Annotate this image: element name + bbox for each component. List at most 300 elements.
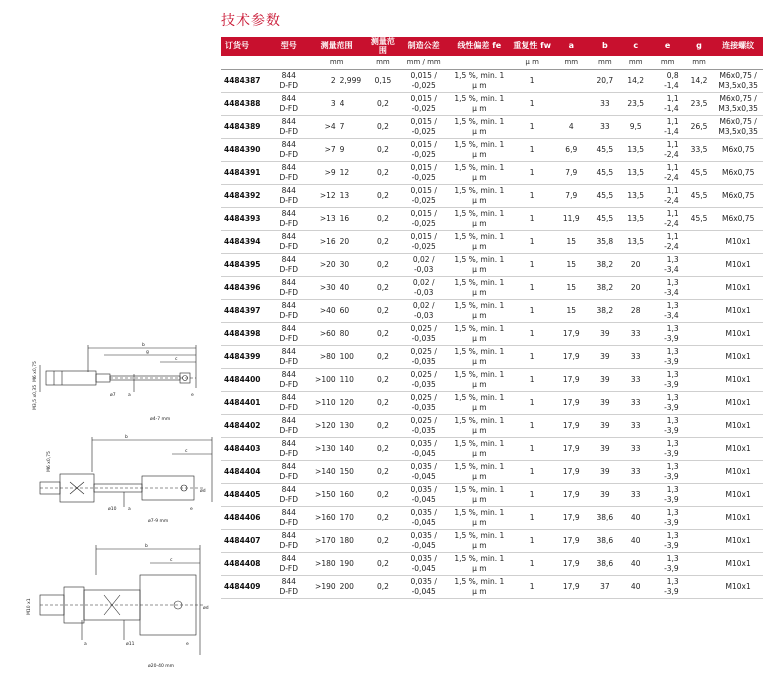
cell-model: 844 D-FD	[271, 162, 307, 185]
cell-linearity: 1,5 %, min. 1 µ m	[448, 530, 511, 553]
table-header-row	[221, 37, 763, 56]
cell-linearity: 1,5 %, min. 1 µ m	[448, 185, 511, 208]
range-high: 100	[339, 351, 354, 361]
cell-range	[307, 438, 366, 461]
range-high: 12	[339, 167, 350, 177]
unit-b: mm	[589, 56, 621, 70]
drawing-gauge-large	[0, 535, 220, 675]
range-low: >12	[319, 190, 336, 200]
cell-order: 4484409	[221, 576, 271, 599]
cell-b: 38,6	[589, 530, 621, 553]
cell-g: 45,5	[685, 185, 714, 208]
cell-linearity: 1,5 %, min. 1 µ m	[448, 300, 511, 323]
cell-b: 39	[589, 461, 621, 484]
cell-range	[307, 300, 366, 323]
cell-c: 40	[621, 553, 651, 576]
cell-repeatability: 1	[511, 162, 554, 185]
cell-a: 17,9	[554, 346, 589, 369]
cell-linearity: 1,5 %, min. 1 µ m	[448, 277, 511, 300]
cell-c: 14,2	[621, 70, 651, 93]
cell-order: 4484390	[221, 139, 271, 162]
cell-e: 1,1 -1,4	[651, 116, 685, 139]
cell-thread: M10x1	[713, 231, 763, 254]
cell-range2: 0,2	[366, 530, 399, 553]
drawing3-dim-e: e	[186, 642, 189, 647]
cell-e: 1,3 -3,9	[651, 392, 685, 415]
cell-tolerance: 0,025 / -0,035	[399, 369, 447, 392]
cell-model: 844 D-FD	[271, 116, 307, 139]
cell-repeatability: 1	[511, 415, 554, 438]
unit-model	[271, 56, 307, 70]
range-low: >180	[315, 558, 336, 568]
cell-g	[685, 277, 714, 300]
cell-repeatability: 1	[511, 576, 554, 599]
cell-order: 4484400	[221, 369, 271, 392]
cell-tolerance: 0,015 / -0,025	[399, 70, 447, 93]
unit-c: mm	[621, 56, 651, 70]
cell-linearity: 1,5 %, min. 1 µ m	[448, 162, 511, 185]
cell-b: 38,6	[589, 553, 621, 576]
range-high: 140	[339, 443, 354, 453]
cell-b: 39	[589, 392, 621, 415]
cell-repeatability: 1	[511, 323, 554, 346]
table-row	[221, 231, 763, 254]
cell-tolerance: 0,02 / -0,03	[399, 300, 447, 323]
table-row	[221, 415, 763, 438]
table-row	[221, 208, 763, 231]
cell-a: 7,9	[554, 162, 589, 185]
range-high: 130	[339, 420, 354, 430]
cell-c: 13,5	[621, 185, 651, 208]
col-header-model: 型号	[271, 37, 307, 56]
cell-range2: 0,2	[366, 231, 399, 254]
cell-model: 844 D-FD	[271, 300, 307, 323]
cell-e: 1,1 -2,4	[651, 231, 685, 254]
cell-c: 9,5	[621, 116, 651, 139]
cell-a: 17,9	[554, 323, 589, 346]
drawing1-thread: M6 x0,75	[33, 361, 38, 382]
cell-a: 4	[554, 116, 589, 139]
cell-e: 1,3 -3,9	[651, 484, 685, 507]
cell-range2: 0,2	[366, 484, 399, 507]
range-low: >130	[315, 443, 336, 453]
cell-c: 33	[621, 323, 651, 346]
range-high: 80	[339, 328, 350, 338]
cell-model: 844 D-FD	[271, 484, 307, 507]
cell-range	[307, 231, 366, 254]
cell-thread: M10x1	[713, 369, 763, 392]
cell-c: 33	[621, 484, 651, 507]
cell-e: 1,3 -3,4	[651, 254, 685, 277]
cell-g	[685, 415, 714, 438]
cell-g	[685, 507, 714, 530]
range-low: >40	[319, 305, 336, 315]
cell-model: 844 D-FD	[271, 185, 307, 208]
unit-linearity	[448, 56, 511, 70]
cell-a: 17,9	[554, 553, 589, 576]
cell-c: 13,5	[621, 231, 651, 254]
range-high: 180	[339, 535, 354, 545]
cell-model: 844 D-FD	[271, 576, 307, 599]
drawing3-dim-d: ød	[203, 606, 209, 611]
cell-model: 844 D-FD	[271, 553, 307, 576]
cell-linearity: 1,5 %, min. 1 µ m	[448, 70, 511, 93]
cell-linearity: 1,5 %, min. 1 µ m	[448, 254, 511, 277]
cell-b: 45,5	[589, 162, 621, 185]
cell-a: 6,9	[554, 139, 589, 162]
cell-linearity: 1,5 %, min. 1 µ m	[448, 231, 511, 254]
cell-order: 4484394	[221, 231, 271, 254]
cell-range2: 0,2	[366, 300, 399, 323]
cell-b: 45,5	[589, 185, 621, 208]
table-row	[221, 553, 763, 576]
cell-c: 28	[621, 300, 651, 323]
cell-model: 844 D-FD	[271, 277, 307, 300]
range-high: 60	[339, 305, 350, 315]
cell-e: 1,3 -3,9	[651, 507, 685, 530]
cell-b: 45,5	[589, 208, 621, 231]
cell-order: 4484403	[221, 438, 271, 461]
cell-e: 1,3 -3,4	[651, 277, 685, 300]
cell-order: 4484392	[221, 185, 271, 208]
table-row	[221, 461, 763, 484]
cell-range	[307, 70, 366, 93]
drawing1-dim-b: b	[142, 343, 145, 348]
cell-b: 35,8	[589, 231, 621, 254]
cell-linearity: 1,5 %, min. 1 µ m	[448, 93, 511, 116]
cell-g: 45,5	[685, 208, 714, 231]
range-high: 16	[339, 213, 350, 223]
cell-repeatability: 1	[511, 70, 554, 93]
drawing-gauge-medium	[0, 432, 220, 527]
unit-tolerance: mm / mm	[399, 56, 447, 70]
cell-range	[307, 162, 366, 185]
cell-range2: 0,2	[366, 438, 399, 461]
cell-g	[685, 461, 714, 484]
cell-tolerance: 0,015 / -0,025	[399, 208, 447, 231]
cell-range	[307, 461, 366, 484]
cell-e: 1,1 -2,4	[651, 162, 685, 185]
cell-range	[307, 484, 366, 507]
section-title: 技术参数	[221, 13, 281, 29]
cell-tolerance: 0,035 / -0,045	[399, 553, 447, 576]
cell-order: 4484395	[221, 254, 271, 277]
cell-order: 4484408	[221, 553, 271, 576]
drawing3-dim-c: c	[170, 558, 173, 563]
unit-range: mm	[307, 56, 366, 70]
col-header-g: g	[685, 37, 714, 56]
unit-thread	[713, 56, 763, 70]
cell-b: 20,7	[589, 70, 621, 93]
table-row	[221, 300, 763, 323]
cell-model: 844 D-FD	[271, 323, 307, 346]
table-row	[221, 438, 763, 461]
cell-range	[307, 185, 366, 208]
cell-thread: M10x1	[713, 438, 763, 461]
cell-range2: 0,2	[366, 576, 399, 599]
cell-model: 844 D-FD	[271, 461, 307, 484]
cell-model: 844 D-FD	[271, 530, 307, 553]
table-row	[221, 70, 763, 93]
cell-range2: 0,2	[366, 415, 399, 438]
cell-thread: M6x0,75	[713, 208, 763, 231]
cell-a: 17,9	[554, 438, 589, 461]
col-header-range2: 测量范 围	[366, 37, 399, 56]
cell-repeatability: 1	[511, 300, 554, 323]
range-high: 110	[339, 374, 354, 384]
cell-a: 15	[554, 277, 589, 300]
cell-a	[554, 70, 589, 93]
unit-e: mm	[651, 56, 685, 70]
cell-thread: M10x1	[713, 392, 763, 415]
range-low: >60	[319, 328, 336, 338]
cell-tolerance: 0,035 / -0,045	[399, 484, 447, 507]
cell-g	[685, 369, 714, 392]
cell-e: 1,1 -2,4	[651, 185, 685, 208]
cell-range	[307, 254, 366, 277]
cell-model: 844 D-FD	[271, 93, 307, 116]
cell-range2: 0,2	[366, 346, 399, 369]
cell-range2: 0,2	[366, 116, 399, 139]
cell-thread: M6x0,75	[713, 185, 763, 208]
cell-range2: 0,2	[366, 507, 399, 530]
cell-b: 39	[589, 369, 621, 392]
cell-b: 39	[589, 323, 621, 346]
table-row	[221, 277, 763, 300]
table-row	[221, 576, 763, 599]
cell-thread: M10x1	[713, 277, 763, 300]
cell-model: 844 D-FD	[271, 369, 307, 392]
cell-tolerance: 0,025 / -0,035	[399, 392, 447, 415]
cell-repeatability: 1	[511, 277, 554, 300]
cell-b: 39	[589, 346, 621, 369]
cell-a: 15	[554, 231, 589, 254]
cell-linearity: 1,5 %, min. 1 µ m	[448, 346, 511, 369]
cell-thread: M10x1	[713, 346, 763, 369]
technical-drawings	[0, 340, 220, 684]
table-row	[221, 507, 763, 530]
cell-linearity: 1,5 %, min. 1 µ m	[448, 392, 511, 415]
col-header-e: e	[651, 37, 685, 56]
cell-model: 844 D-FD	[271, 70, 307, 93]
cell-c: 33	[621, 461, 651, 484]
cell-thread: M6x0,75 / M3,5x0,35	[713, 116, 763, 139]
cell-e: 1,3 -3,9	[651, 461, 685, 484]
col-header-range: 测量范围	[307, 37, 366, 56]
cell-c: 20	[621, 277, 651, 300]
cell-range	[307, 277, 366, 300]
cell-thread: M10x1	[713, 553, 763, 576]
table-units-row	[221, 56, 763, 70]
cell-range	[307, 208, 366, 231]
range-low: >160	[315, 512, 336, 522]
col-header-tolerance: 制造公差	[399, 37, 447, 56]
cell-e: 1,3 -3,9	[651, 369, 685, 392]
cell-range	[307, 530, 366, 553]
cell-repeatability: 1	[511, 461, 554, 484]
cell-linearity: 1,5 %, min. 1 µ m	[448, 369, 511, 392]
range-low: 2	[330, 75, 336, 85]
col-header-repeatability: 重复性 fw	[511, 37, 554, 56]
range-low: >140	[315, 466, 336, 476]
range-low: >120	[315, 420, 336, 430]
cell-a: 15	[554, 254, 589, 277]
unit-range2: mm	[366, 56, 399, 70]
range-high: 40	[339, 282, 350, 292]
cell-model: 844 D-FD	[271, 208, 307, 231]
cell-order: 4484388	[221, 93, 271, 116]
cell-range	[307, 507, 366, 530]
table-row	[221, 93, 763, 116]
cell-a: 17,9	[554, 576, 589, 599]
cell-thread: M10x1	[713, 323, 763, 346]
cell-c: 40	[621, 576, 651, 599]
cell-a: 11,9	[554, 208, 589, 231]
cell-repeatability: 1	[511, 254, 554, 277]
unit-repeatability: µ m	[511, 56, 554, 70]
table-row	[221, 484, 763, 507]
drawing1-dim-a: a	[128, 393, 131, 398]
col-header-b: b	[589, 37, 621, 56]
cell-a: 17,9	[554, 415, 589, 438]
cell-g	[685, 553, 714, 576]
cell-tolerance: 0,025 / -0,035	[399, 415, 447, 438]
cell-range	[307, 415, 366, 438]
cell-linearity: 1,5 %, min. 1 µ m	[448, 576, 511, 599]
col-header-linearity: 线性偏差 fe	[448, 37, 511, 56]
cell-g	[685, 438, 714, 461]
cell-tolerance: 0,035 / -0,045	[399, 461, 447, 484]
cell-range	[307, 346, 366, 369]
cell-range	[307, 392, 366, 415]
cell-linearity: 1,5 %, min. 1 µ m	[448, 139, 511, 162]
cell-b: 39	[589, 415, 621, 438]
cell-range2: 0,15	[366, 70, 399, 93]
cell-g	[685, 254, 714, 277]
spec-table	[221, 37, 763, 599]
cell-e: 1,3 -3,9	[651, 415, 685, 438]
range-high: 20	[339, 236, 350, 246]
range-high: 2,999	[339, 75, 362, 85]
cell-g: 14,2	[685, 70, 714, 93]
cell-g	[685, 231, 714, 254]
cell-range	[307, 369, 366, 392]
cell-tolerance: 0,035 / -0,045	[399, 530, 447, 553]
drawing2-dim-d10: ø10	[108, 507, 117, 512]
drawing2-dim-d: ød	[200, 489, 206, 494]
range-high: 160	[339, 489, 354, 499]
table-row	[221, 116, 763, 139]
drawing2-thread: M6 x0,75	[47, 451, 52, 472]
cell-tolerance: 0,015 / -0,025	[399, 185, 447, 208]
cell-c: 40	[621, 507, 651, 530]
cell-linearity: 1,5 %, min. 1 µ m	[448, 461, 511, 484]
cell-a: 17,9	[554, 530, 589, 553]
cell-range2: 0,2	[366, 162, 399, 185]
table-row	[221, 254, 763, 277]
range-low: >110	[315, 397, 336, 407]
cell-order: 4484393	[221, 208, 271, 231]
cell-range2: 0,2	[366, 93, 399, 116]
range-low: >170	[315, 535, 336, 545]
cell-c: 40	[621, 530, 651, 553]
cell-g: 23,5	[685, 93, 714, 116]
drawing3-dim-a: a	[84, 642, 87, 647]
cell-range	[307, 93, 366, 116]
cell-repeatability: 1	[511, 392, 554, 415]
cell-order: 4484407	[221, 530, 271, 553]
cell-order: 4484404	[221, 461, 271, 484]
cell-model: 844 D-FD	[271, 254, 307, 277]
cell-e: 1,3 -3,9	[651, 553, 685, 576]
cell-tolerance: 0,025 / -0,035	[399, 323, 447, 346]
cell-a: 17,9	[554, 507, 589, 530]
cell-model: 844 D-FD	[271, 392, 307, 415]
table-row	[221, 392, 763, 415]
drawing3-caption: ø20-40 mm	[148, 664, 175, 669]
cell-e: 1,3 -3,9	[651, 530, 685, 553]
cell-repeatability: 1	[511, 438, 554, 461]
cell-order: 4484399	[221, 346, 271, 369]
cell-range	[307, 553, 366, 576]
cell-thread: M10x1	[713, 530, 763, 553]
cell-b: 38,2	[589, 254, 621, 277]
cell-order: 4484391	[221, 162, 271, 185]
range-high: 4	[339, 98, 345, 108]
range-high: 200	[339, 581, 354, 591]
cell-tolerance: 0,035 / -0,045	[399, 576, 447, 599]
cell-tolerance: 0,015 / -0,025	[399, 93, 447, 116]
col-header-order: 订货号	[221, 37, 271, 56]
table-row	[221, 346, 763, 369]
cell-repeatability: 1	[511, 530, 554, 553]
cell-linearity: 1,5 %, min. 1 µ m	[448, 116, 511, 139]
cell-a: 17,9	[554, 392, 589, 415]
cell-thread: M6x0,75	[713, 139, 763, 162]
table-row	[221, 162, 763, 185]
cell-repeatability: 1	[511, 507, 554, 530]
cell-e: 1,1 -1,4	[651, 93, 685, 116]
cell-range2: 0,2	[366, 208, 399, 231]
cell-model: 844 D-FD	[271, 438, 307, 461]
range-high: 170	[339, 512, 354, 522]
table-body	[221, 70, 763, 599]
cell-g	[685, 530, 714, 553]
cell-model: 844 D-FD	[271, 415, 307, 438]
cell-a: 17,9	[554, 484, 589, 507]
col-header-thread: 连接螺纹	[713, 37, 763, 56]
cell-c: 33	[621, 369, 651, 392]
cell-b: 38,2	[589, 300, 621, 323]
cell-a	[554, 93, 589, 116]
cell-a: 17,9	[554, 461, 589, 484]
drawing1-dim-g: g	[146, 350, 149, 355]
drawing1-caption: ø4-7 mm	[150, 417, 171, 422]
cell-repeatability: 1	[511, 185, 554, 208]
drawing1-dim-e: e	[191, 393, 194, 398]
cell-order: 4484389	[221, 116, 271, 139]
range-low: >80	[319, 351, 336, 361]
cell-g	[685, 323, 714, 346]
cell-c: 33	[621, 438, 651, 461]
cell-g	[685, 300, 714, 323]
cell-thread: M10x1	[713, 415, 763, 438]
range-low: >190	[315, 581, 336, 591]
cell-range	[307, 139, 366, 162]
cell-g: 45,5	[685, 162, 714, 185]
table-row	[221, 139, 763, 162]
cell-order: 4484387	[221, 70, 271, 93]
